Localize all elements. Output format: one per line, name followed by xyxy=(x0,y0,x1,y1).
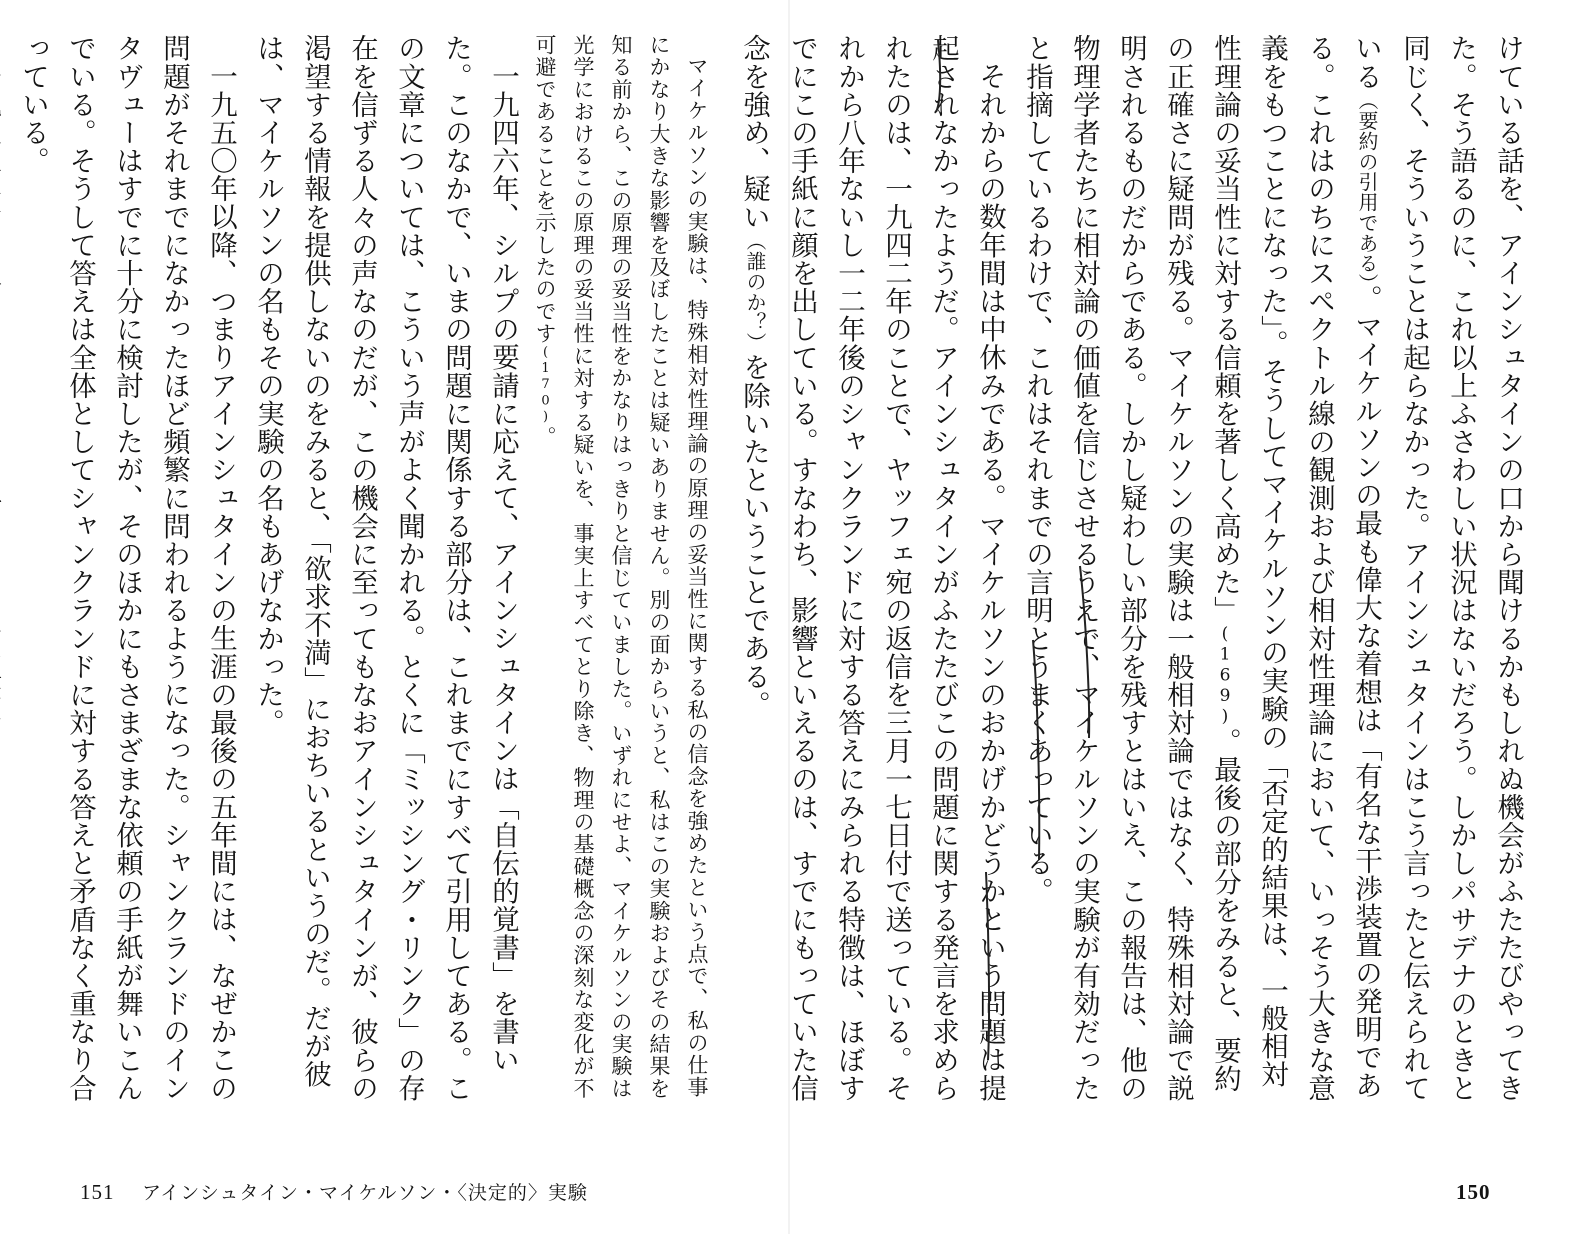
right-page xyxy=(738,0,1579,1234)
text-run: 。マイケルソンの最も偉大な着想は「有名な干渉装置の発明である。これはのちにスペクトル線の観測および相対性理論において、いっそう大きな意義をもつことになった」。そうしてマイケルソンの実験の「否定的結果は、一般相対性理論の妥当性に対する信頼を著しく高めた」 xyxy=(1209,34,1382,1102)
left-page-text xyxy=(17,34,716,1114)
text-run: 一九五〇年以降、つまりアインシュタインの生涯の最後の五年間には、なぜかこの問題がそれまでになかったほど頻繁に問われるようになった。シャンクランドのインタヴューはすでに十分に検討したが、そのほかにもさまざまな依頼の手紙が舞いこんでいる。そうして答えは全体としてシャンクランドに対する答えと矛盾なく重なり合っている。 xyxy=(17,34,237,1102)
parenthetical-note: （要約の引用である） xyxy=(1355,90,1378,285)
paragraph xyxy=(0,34,9,1114)
text-run: マイケルソンの実験は、特殊相対性理論の原理の妥当性に関する私の信念を強めたという点で、私の仕事にかなり大きな影響を及ぼしたことは疑いありません。別の面からいうと、私はこの実験およびその結果を知る前から、この原理の妥当性をかなりはっきりと信じていました。いずれにせよ、マイケルソンの実験は光学におけるこの原理の妥当性に対する疑いを、事実上すべてとり除き、物理の基礎概念の深刻な変化が不可避であることを示したのです xyxy=(533,34,709,1100)
running-head: アインシュタイン・マイケルソン・〈決定的〉実験 xyxy=(142,1182,588,1204)
text-run: 。 xyxy=(533,425,557,449)
footnote-ref: (170) xyxy=(538,344,553,426)
text-run: 一九四六年、シルプの要請に応えて、アインシュタインは「自伝的覚書」を書いた。このなかで、いまの問題に関係する部分は、これまでにすべて引用してある。この文章については、こういう声がよく聞かれる。とくに「ミッシング・リンク」の存在を信ずる人々の声なのだが、この機会に至ってもなおアインシュタインが、彼らの渇望する情報を提供しないのをみると、「欲求不満」におちいるというのだ。だが彼は、マイケルソンの名もその実験の名もあげなかった。 xyxy=(252,34,519,1102)
paragraph xyxy=(244,34,526,1114)
text-run: 。最後の部分をみると、要約の正確さに疑問が残る。マイケルソンの実験は一般相対論ではなく、特殊相対論で説明されるものだからである。しかし疑わしい部分を残すとはいえ、この報告は、他の物理学者たちに相対論の価値を信じさせるうえで、マイケルソンの実験が有効だったと指摘しているわけで、これはそれまでの言明とうまくあっている。 xyxy=(1021,34,1241,1102)
right-page-text xyxy=(738,34,1531,1114)
text-run: それからの数年間は中休みである。マイケルソンのおかげかどうかという問題は提起されなかったようだ。アインシュタインがふたたびこの問題に関する発言を求められたのは、一九四二年のことで、ヤッフェ宛の返信を三月一七日付で送っている。それから八年ないし一二年後のシャンクランドに対する答えにみられる特徴は、ほぼすでにこの手紙に顔を出している。すなわち、影響といえるのは、すでにもっていた信念を強め、疑い xyxy=(738,34,1006,1102)
paragraph xyxy=(9,34,244,1114)
page-number-right: 150 xyxy=(1456,1180,1491,1204)
text-run xyxy=(0,62,1,849)
text-run: を除いたということである。 xyxy=(738,353,770,719)
block-quote xyxy=(526,34,716,1114)
footnote-ref: (169) xyxy=(1215,624,1235,728)
paragraph xyxy=(1013,34,1531,1114)
text-run: けている話を、アインシュタインの口から聞けるかもしれぬ機会がふたたびやってきた。そう語るのに、これ以上ふさわしい状況はないだろう。しかしパサデナのときと同じく、そういうことは起らなかった。アインシュタインはこう言ったと伝えられている xyxy=(1350,34,1524,1102)
page-number-left: 151 xyxy=(80,1180,115,1204)
parenthetical-note: （誰のか？） xyxy=(743,230,766,354)
